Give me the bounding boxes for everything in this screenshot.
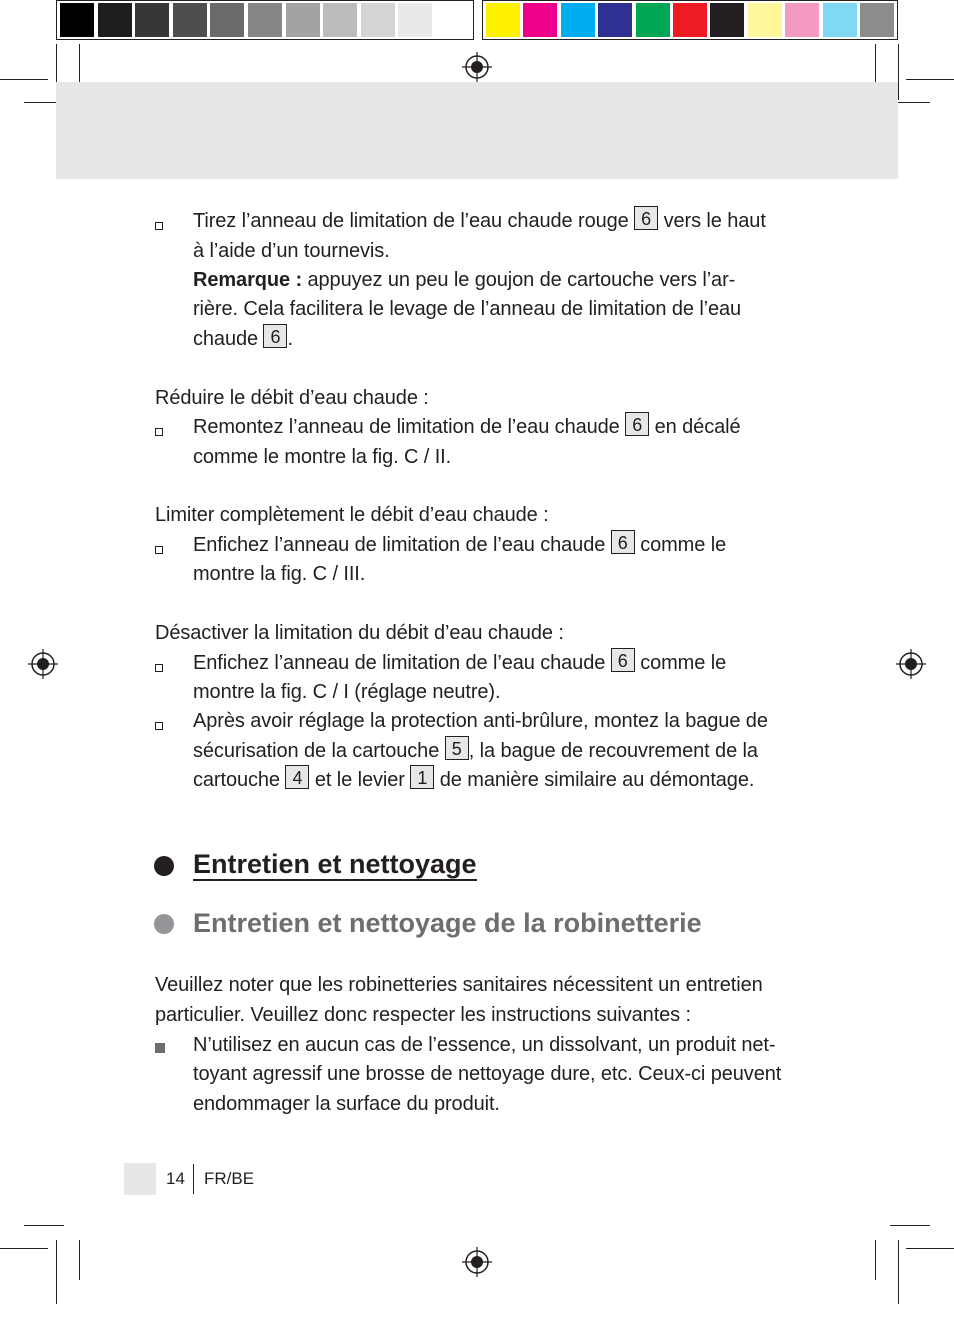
footer-divider <box>193 1164 194 1194</box>
gray-swatch <box>436 3 470 37</box>
part-ref-6: 6 <box>625 412 649 436</box>
color-swatch <box>636 3 670 37</box>
text-span: appuyez un peu le goujon de cartouche vers l’ar- <box>307 269 736 291</box>
color-swatch <box>598 3 632 37</box>
color-swatch <box>523 3 557 37</box>
crop-mark <box>0 1248 48 1249</box>
footer-tab <box>124 1163 156 1195</box>
text-span: de manière similaire au démontage. <box>439 769 755 791</box>
subheading: Désactiver la limitation du débit d’eau chaude : <box>155 622 564 644</box>
crop-mark <box>79 44 80 84</box>
crop-mark <box>56 1240 57 1304</box>
text-span: Enfichez l’anneau de limitation de l’eau chaude <box>193 652 606 674</box>
paragraph-line: Veuillez noter que les robinetteries sanitaires nécessitent un entretien <box>155 974 763 996</box>
text-span: vers le haut <box>663 210 766 232</box>
crop-mark <box>898 1240 899 1304</box>
color-swatch <box>710 3 744 37</box>
instruction-line: à l’aide d’un tournevis. <box>193 240 390 262</box>
text-span: comme le <box>640 534 727 556</box>
part-ref-6: 6 <box>611 530 635 554</box>
crop-mark <box>79 1240 80 1280</box>
checkbox-bullet-icon <box>155 546 163 554</box>
page-number: 14 <box>166 1169 185 1188</box>
instruction-line: endommager la surface du produit. <box>193 1093 500 1115</box>
gray-swatch <box>248 3 282 37</box>
text-span: Tirez l’anneau de limitation de l’eau chaude rouge <box>193 210 629 232</box>
note-line <box>193 265 735 295</box>
note-line: rière. Cela facilitera le levage de l’anneau de limitation de l’eau <box>193 298 742 320</box>
instruction-line: montre la fig. C / I (réglage neutre). <box>193 681 501 703</box>
instruction-line: toyant agressif une brosse de nettoyage dure, etc. Ceux-ci peuvent <box>193 1063 782 1085</box>
gray-swatch <box>210 3 244 37</box>
instruction-line <box>193 736 758 766</box>
gray-swatch <box>60 3 94 37</box>
checkbox-bullet-icon <box>155 222 163 230</box>
gray-swatch <box>323 3 357 37</box>
crop-mark <box>875 1240 876 1280</box>
color-swatch <box>673 3 707 37</box>
section-bullet-icon <box>154 914 174 934</box>
text-span: , la bague de recouvrement de la <box>468 740 758 762</box>
gray-swatch <box>286 3 320 37</box>
text-span: cartouche <box>193 769 280 791</box>
instruction-line <box>193 206 766 236</box>
instruction-line <box>193 765 754 795</box>
section-heading: Entretien et nettoyage de la robinetterie <box>193 908 702 938</box>
instruction-line: comme le montre la fig. C / II. <box>193 446 452 468</box>
instruction-line <box>193 530 726 560</box>
checkbox-bullet-icon <box>155 722 163 730</box>
gray-swatch <box>398 3 432 37</box>
text-span: Enfichez l’anneau de limitation de l’eau chaude <box>193 534 606 556</box>
crop-mark <box>875 44 876 84</box>
text-span: sécurisation de la cartouche <box>193 740 440 762</box>
crop-mark <box>0 79 48 80</box>
part-ref-4: 4 <box>285 765 309 789</box>
header-band <box>56 82 898 179</box>
text-span: . <box>287 328 293 350</box>
color-swatch <box>561 3 595 37</box>
gray-swatch <box>173 3 207 37</box>
subheading: Réduire le débit d’eau chaude : <box>155 387 429 409</box>
registration-mark-icon <box>462 52 492 82</box>
part-ref-1: 1 <box>410 765 434 789</box>
color-swatch <box>748 3 782 37</box>
section-heading: Entretien et nettoyage <box>193 849 477 879</box>
part-ref-6: 6 <box>634 206 658 230</box>
color-swatch <box>823 3 857 37</box>
part-ref-6: 6 <box>611 648 635 672</box>
checkbox-bullet-icon <box>155 664 163 672</box>
text-span: en décalé <box>654 416 741 438</box>
paragraph-line: particulier. Veuillez donc respecter les instructions suivantes : <box>155 1004 691 1026</box>
note-label: Remarque : <box>193 269 303 291</box>
registration-mark-icon <box>896 649 926 679</box>
color-swatch <box>860 3 894 37</box>
registration-mark-icon <box>28 649 58 679</box>
instruction-line: N’utilisez en aucun cas de l’essence, un dissolvant, un produit net- <box>193 1034 776 1056</box>
color-swatch <box>785 3 819 37</box>
text-span: chaude <box>193 328 259 350</box>
text-span: comme le <box>640 652 727 674</box>
part-ref-6: 6 <box>263 324 287 348</box>
crop-mark <box>898 44 899 100</box>
color-swatch <box>486 3 520 37</box>
part-ref-5: 5 <box>445 736 469 760</box>
instruction-line: Après avoir réglage la protection anti-brûlure, montez la bague de <box>193 710 768 732</box>
crop-mark <box>890 1225 930 1226</box>
registration-mark-icon <box>462 1247 492 1277</box>
subheading: Limiter complètement le débit d’eau chaude : <box>155 504 549 526</box>
note-line <box>193 324 293 354</box>
text-span: Remontez l’anneau de limitation de l’eau chaude <box>193 416 620 438</box>
gray-swatch <box>361 3 395 37</box>
locale-label: FR/BE <box>204 1169 255 1188</box>
text-span: et le levier <box>314 769 405 791</box>
instruction-line <box>193 412 740 442</box>
instruction-line: montre la fig. C / III. <box>193 563 366 585</box>
checkbox-bullet-icon <box>155 428 163 436</box>
crop-mark <box>906 1248 954 1249</box>
gray-swatch <box>98 3 132 37</box>
crop-mark <box>906 79 954 80</box>
instruction-line <box>193 648 726 678</box>
crop-mark <box>24 1225 64 1226</box>
gray-swatch <box>135 3 169 37</box>
square-bullet-icon <box>155 1043 165 1053</box>
section-bullet-icon <box>154 856 174 876</box>
